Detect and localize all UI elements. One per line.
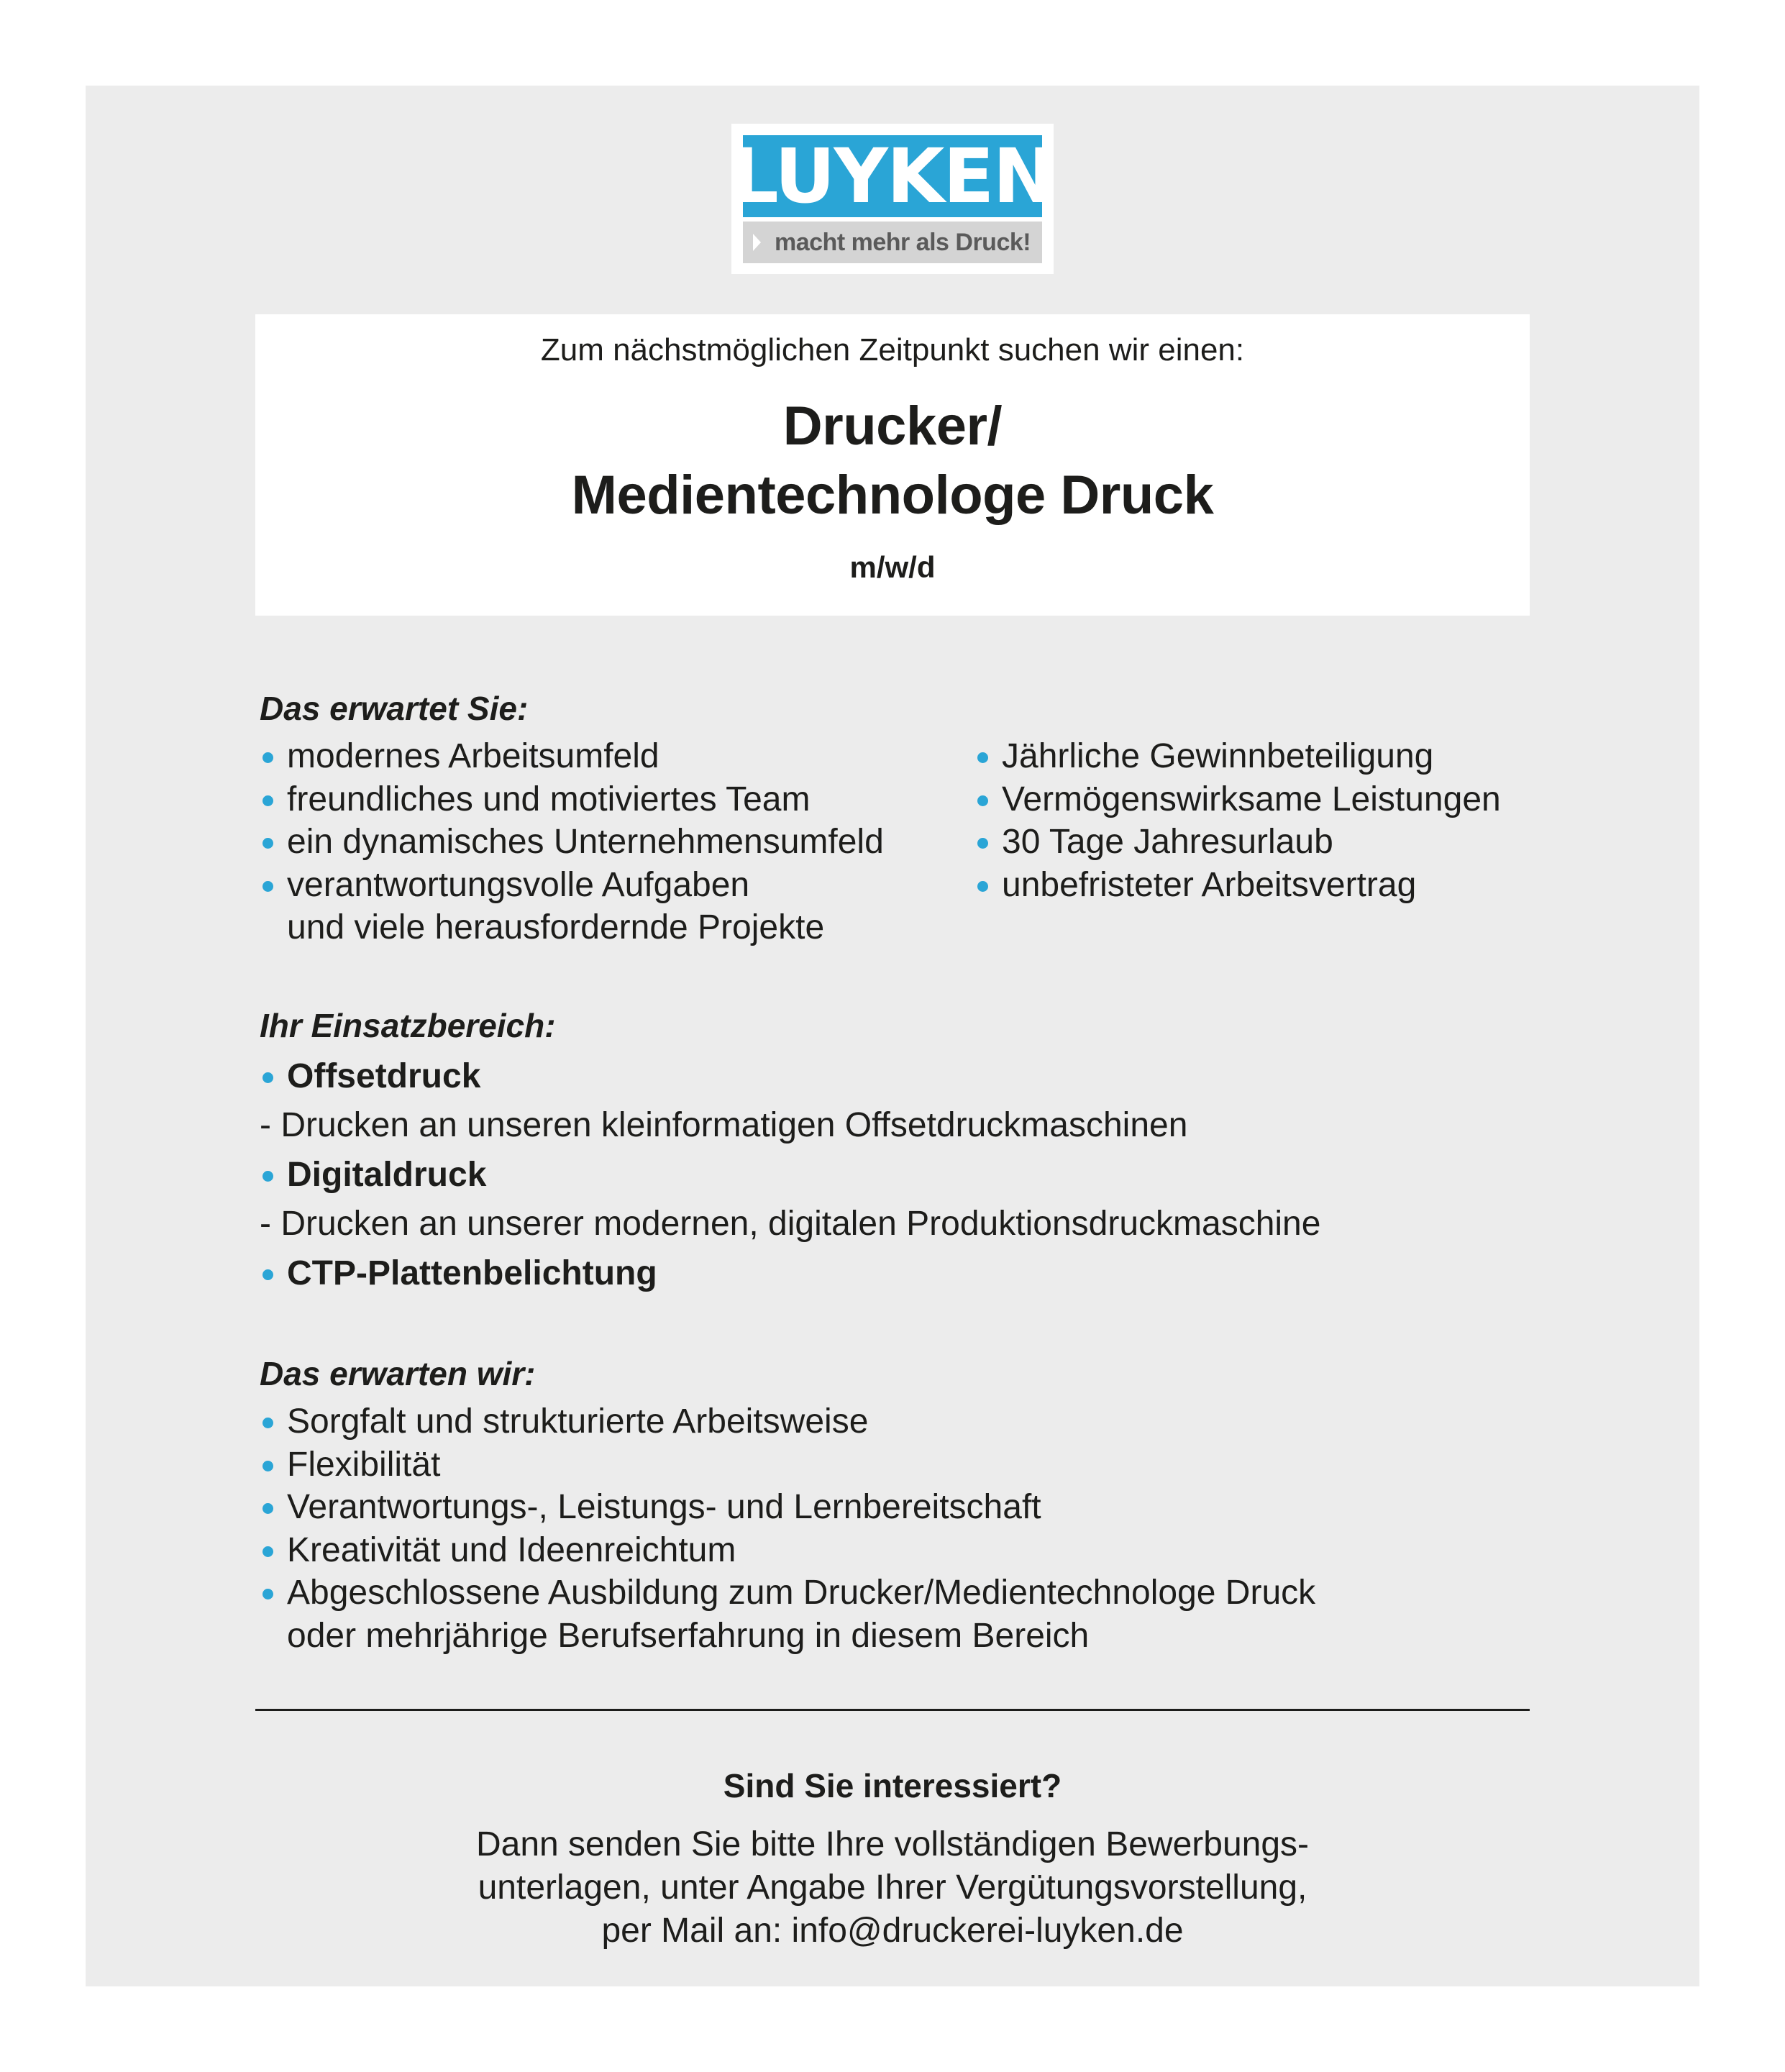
requirements-heading: Das erwarten wir:: [260, 1355, 536, 1392]
job-title-line-1: Drucker/: [782, 396, 1003, 457]
bullet-icon: [262, 1269, 273, 1280]
requirements-list: [260, 1400, 1315, 1657]
list-item: 30 Tage Jahresurlaub: [974, 821, 1501, 864]
benefits-heading: Das erwartet Sie:: [260, 690, 529, 727]
bullet-icon: [977, 881, 988, 892]
bullet-icon: [977, 752, 988, 763]
list-item: Verantwortungs-, Leistungs- und Lernbereitschaft: [260, 1486, 1315, 1529]
list-item: modernes Arbeitsumfeld: [260, 735, 884, 778]
area-heading: Ihr Einsatzbereich:: [260, 1007, 556, 1044]
intro-line: Zum nächstmöglichen Zeitpunkt suchen wir einen:: [540, 332, 1245, 368]
list-item: Jährliche Gewinnbeteiligung: [974, 735, 1501, 778]
contact-heading: Sind Sie interessiert?: [723, 1767, 1062, 1804]
list-item: Vermögenswirksame Leistungen: [974, 778, 1501, 821]
bullet-icon: [262, 1546, 273, 1557]
bullet-icon: [262, 881, 273, 892]
bullet-icon: [977, 838, 988, 849]
bullet-icon: [262, 1503, 273, 1514]
logo-wordmark: LUYKEN: [731, 132, 1054, 220]
gender-note: m/w/d: [849, 550, 936, 584]
benefits-list-left: [260, 735, 884, 949]
list-item: freundliches und motiviertes Team: [260, 778, 884, 821]
contact-line-1: Dann senden Sie bitte Ihre vollständigen Bewerbungs-: [475, 1825, 1310, 1863]
list-item: Abgeschlossene Ausbildung zum Drucker/Medientechnologe Druck oder mehrjährige Berufserfahrung in diesem Bereich: [260, 1571, 1315, 1657]
list-item: unbefristeter Arbeitsvertrag: [974, 864, 1501, 907]
list-item: Sorgfalt und strukturierte Arbeitsweise: [260, 1400, 1315, 1443]
play-icon: [753, 234, 761, 251]
bullet-icon: [262, 795, 273, 806]
list-item: Kreativität und Ideenreichtum: [260, 1529, 1315, 1572]
job-title-line-2: Medientechnologe Druck: [571, 465, 1214, 526]
divider: [255, 1709, 1530, 1711]
list-item: verantwortungsvolle Aufgaben und viele herausfordernde Projekte: [260, 864, 884, 949]
list-item: Flexibilität: [260, 1443, 1315, 1487]
job-title: [255, 392, 1530, 530]
luyken-logo: [731, 124, 1054, 274]
bullet-icon: [262, 752, 273, 763]
bullet-icon: [262, 1072, 273, 1083]
bullet-icon: [262, 1418, 273, 1428]
logo-slogan: macht mehr als Druck!: [775, 229, 1031, 256]
benefits-list-right: [974, 735, 1501, 906]
bullet-icon: [262, 1461, 273, 1471]
contact-text: [255, 1823, 1530, 1953]
logo-wordmark-panel: [731, 132, 1054, 220]
area-item-offsetdruck: Offsetdruck - Drucken an unseren kleinformatigen Offsetdruckmaschinen: [260, 1057, 1188, 1144]
logo-slogan-panel: [743, 222, 1042, 263]
bullet-icon: [262, 1171, 273, 1182]
area-item-digitaldruck: Digitaldruck - Drucken an unserer modernen, digitalen Produktionsdruckmaschine: [260, 1156, 1321, 1243]
contact-line-3: per Mail an: info@druckerei-luyken.de: [601, 1912, 1184, 1950]
bullet-icon: [262, 1589, 273, 1599]
contact-line-2: unterlagen, unter Angabe Ihrer Vergütungsvorstellung,: [478, 1868, 1307, 1907]
job-title-box: [255, 314, 1530, 616]
area-item-ctp: CTP-Plattenbelichtung: [260, 1252, 657, 1295]
list-item: ein dynamisches Unternehmensumfeld: [260, 821, 884, 864]
bullet-icon: [977, 795, 988, 806]
bullet-icon: [262, 838, 273, 849]
